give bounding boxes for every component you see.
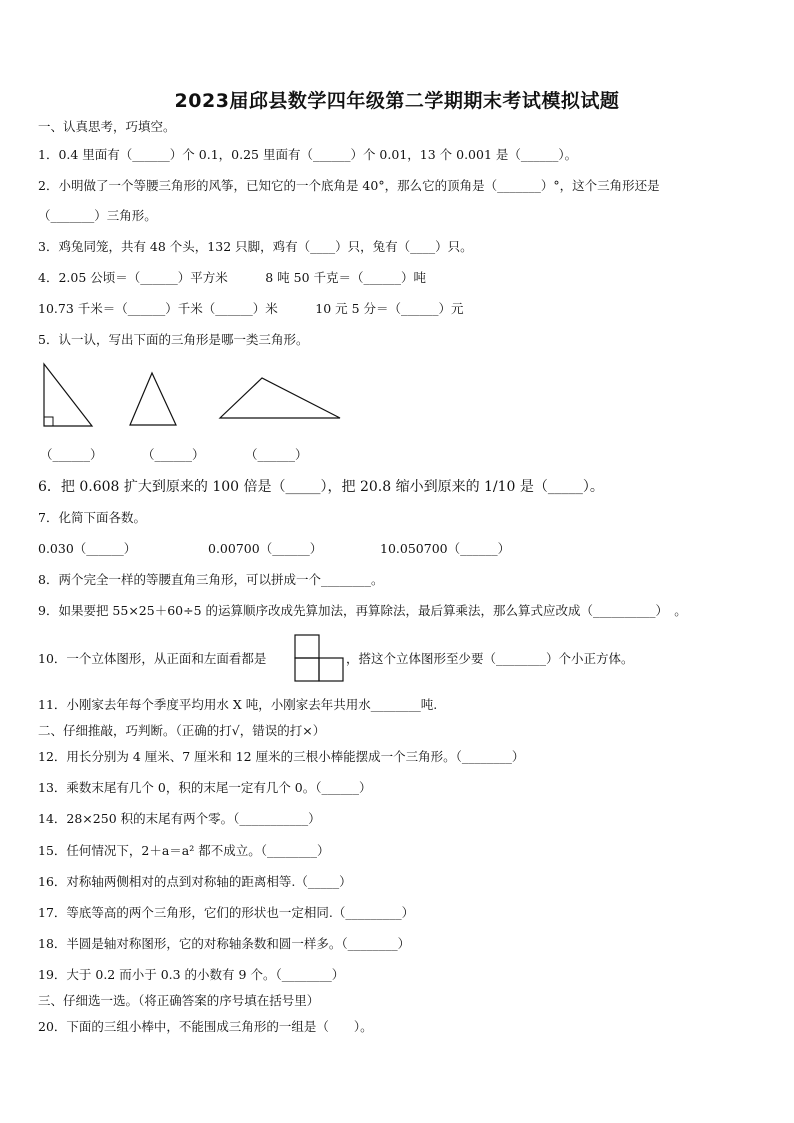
question-3: 3．鸡兔同笼，共有 48 个头，132 只脚，鸡有（____）只，兔有（____）只。 [38, 239, 473, 254]
question-10-part-1: 10．一个立体图形，从正面和左面看都是 [38, 651, 267, 666]
question-17: 17．等底等高的两个三角形，它们的形状也一定相同.（_________） [38, 905, 415, 920]
question-7: 7．化简下面各数。 [38, 510, 146, 525]
acute-triangle [130, 373, 176, 425]
question-18: 18．半圆是轴对称图形，它的对称轴条数和圆一样多。（________） [38, 936, 411, 951]
question-5-blank-3: （______） [245, 447, 308, 462]
section-heading-2: 二、仔细推敲，巧判断。（正确的打√，错误的打×） [38, 723, 326, 738]
question-12: 12．用长分别为 4 厘米、7 厘米和 12 厘米的三根小棒能摆成一个三角形。（________） [38, 749, 525, 764]
question-5-blank-2: （______） [142, 447, 205, 462]
section-heading-1: 一、认真思考，巧填空。 [38, 119, 176, 134]
question-13: 13．乘数末尾有几个 0，积的末尾一定有几个 0。（______） [38, 780, 372, 795]
question-5: 5．认一认，写出下面的三角形是哪一类三角形。 [38, 332, 309, 347]
question-2-line-1: 2．小明做了一个等腰三角形的风筝，已知它的一个底角是 40°，那么它的顶角是（_______）°，这个三角形还是 [38, 178, 660, 193]
question-19: 19．大于 0.2 而小于 0.3 的小数有 9 个。（________） [38, 967, 345, 982]
cube-view-figure [294, 634, 346, 682]
question-4-line-1: 4．2.05 公顷＝（______）平方米 8 吨 50 千克＝（______）吨 [38, 270, 427, 285]
triangles-figure [40, 360, 360, 432]
section-heading-3: 三、仔细选一选。（将正确答案的序号填在括号里） [38, 993, 320, 1008]
question-20: 20．下面的三组小棒中，不能围成三角形的一组是（ ）。 [38, 1019, 373, 1034]
question-11: 11．小刚家去年每个季度平均用水 X 吨，小刚家去年共用水________吨. [38, 697, 438, 712]
question-7-item-3: 10.050700（______） [380, 541, 511, 556]
obtuse-triangle [220, 378, 340, 418]
question-14: 14．28×250 积的末尾有两个零。（___________） [38, 811, 321, 826]
question-7-item-2: 0.00700（______） [208, 541, 323, 556]
question-15: 15．任何情况下，2＋a＝a² 都不成立。（________） [38, 843, 330, 858]
question-1: 1．0.4 里面有（______）个 0.1，0.25 里面有（______）个 0.01，13 个 0.001 是（______）。 [38, 147, 578, 162]
question-4-line-2: 10.73 千米＝（______）千米（______）米 10 元 5 分＝（______）元 [38, 301, 464, 316]
question-2-line-2: （_______）三角形。 [38, 208, 157, 223]
question-6: 6．把 0.608 扩大到原来的 100 倍是（_____），把 20.8 缩小到原来的 1/10 是（_____）。 [38, 479, 604, 495]
right-triangle [44, 364, 92, 426]
question-10-part-2: ，搭这个立体图形至少要（________）个小正方体。 [346, 651, 634, 666]
question-8: 8．两个完全一样的等腰直角三角形，可以拼成一个________。 [38, 572, 384, 587]
question-5-blank-1: （______） [40, 447, 103, 462]
question-9: 9．如果要把 55×25＋60÷5 的运算顺序改成先算加法，再算除法，最后算乘法，那么算式应改成（__________） 。 [38, 603, 687, 618]
page-title: 2023届邱县数学四年级第二学期期末考试模拟试题 [174, 90, 620, 112]
question-7-item-1: 0.030（______） [38, 541, 137, 556]
question-16: 16．对称轴两侧相对的点到对称轴的距离相等.（_____） [38, 874, 352, 889]
